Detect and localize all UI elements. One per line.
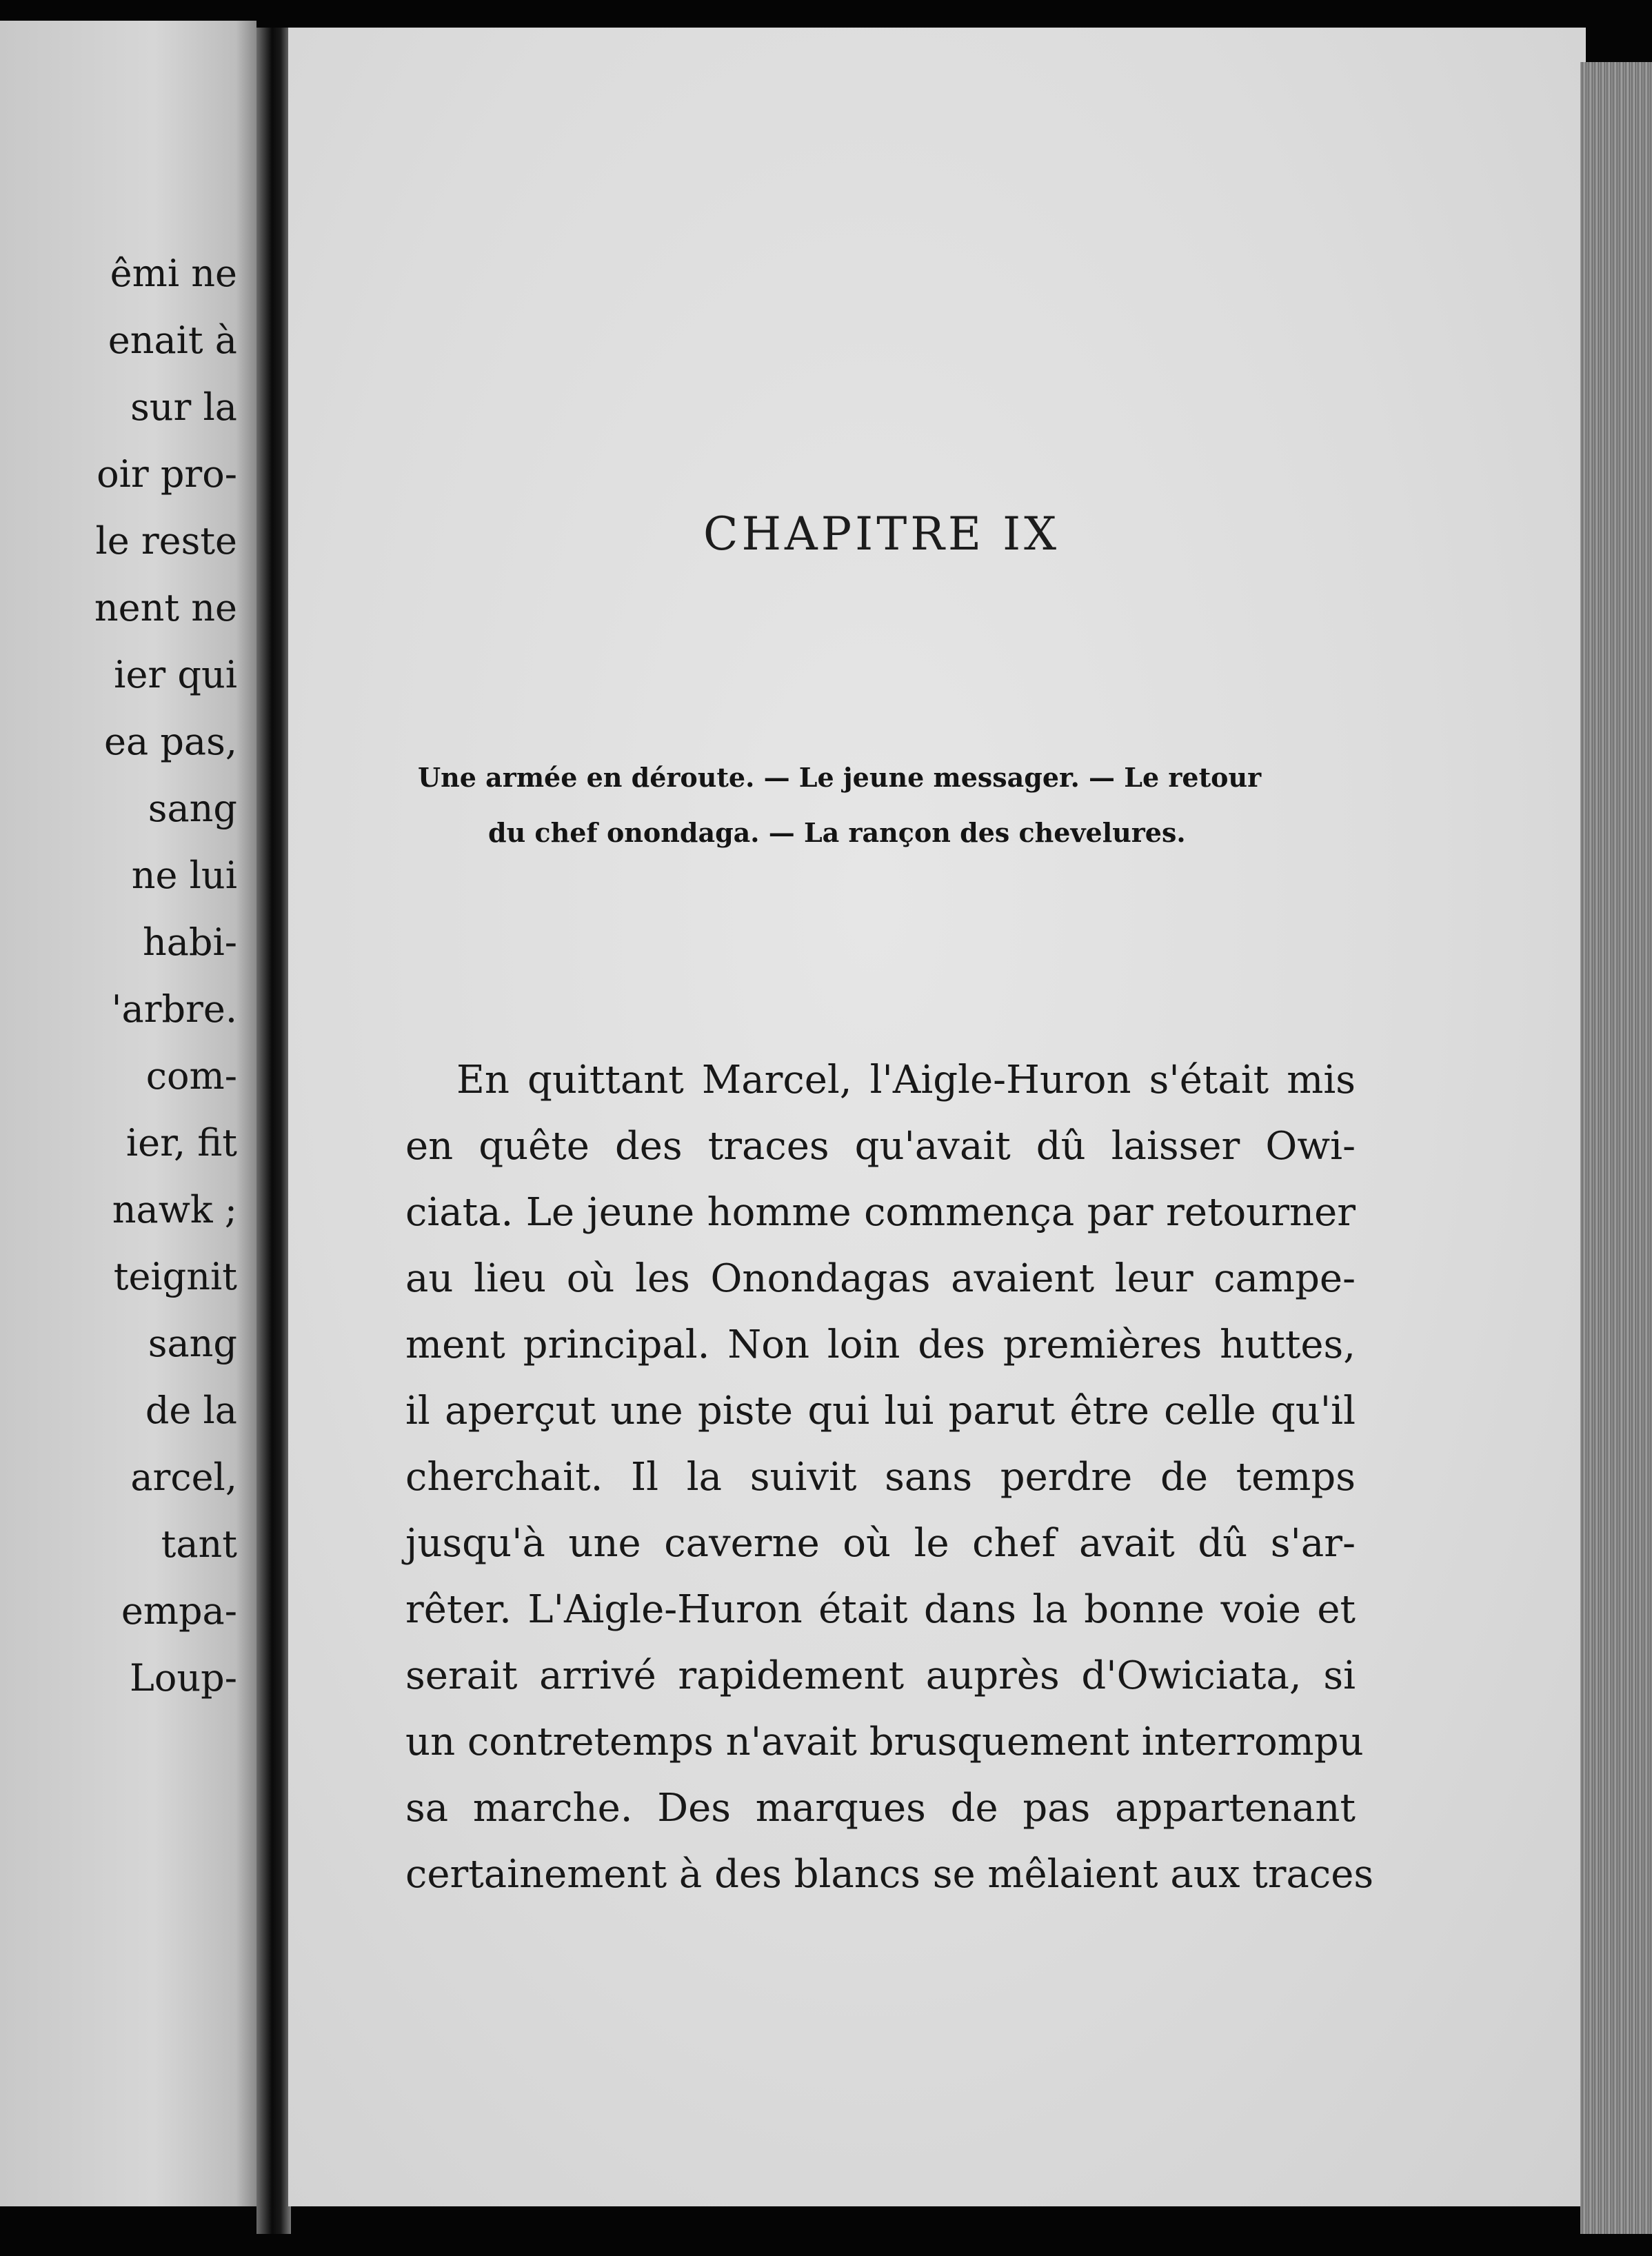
left-page-line: nent ne: [94, 586, 237, 630]
chapter-summary-line: Une armée en déroute. — Le jeune messager. — Le retour: [418, 762, 1262, 793]
body-text-line: sa marche. Des marques de pas appartenant: [405, 1786, 1356, 1831]
chapter-summary-line: du chef onondaga. — La rançon des chevelures.: [488, 817, 1186, 848]
left-page-line: nawk ;: [112, 1188, 237, 1231]
left-page-line: Loup-: [130, 1656, 237, 1700]
left-page-line: habi-: [142, 920, 237, 964]
left-page-line: com-: [145, 1054, 237, 1098]
body-text-line: ciata. Le jeune homme commença par retourner: [405, 1190, 1356, 1235]
left-page-line: sang: [148, 787, 237, 830]
left-page-line: ne lui: [131, 854, 237, 897]
left-page-line: ea pas,: [104, 720, 237, 763]
page-edge: [1580, 62, 1652, 2234]
left-page-line: oir pro-: [97, 452, 237, 496]
left-page-line: le reste: [95, 519, 237, 563]
left-page-line: sur la: [130, 385, 237, 429]
body-text-line: cherchait. Il la suivit sans perdre de temps: [405, 1455, 1356, 1500]
body-text-line: certainement à des blancs se mêlaient aux traces: [405, 1852, 1374, 1897]
body-text-line: ment principal. Non loin des premières huttes,: [405, 1322, 1356, 1367]
left-page-line: êmi ne: [110, 252, 237, 295]
left-page: [0, 21, 256, 2206]
left-page-line: sang: [148, 1322, 237, 1365]
body-text-line: jusqu'à une caverne où le chef avait dû s'ar-: [405, 1521, 1356, 1566]
left-page-line: arcel,: [130, 1456, 237, 1499]
left-page-line: ier, fit: [125, 1121, 237, 1165]
body-text-line: un contretemps n'avait brusquement interrompu: [405, 1720, 1364, 1764]
body-text-line: rêter. L'Aigle-Huron était dans la bonne voie et: [405, 1587, 1356, 1632]
left-page-line: empa-: [121, 1589, 237, 1633]
body-text-line: en quête des traces qu'avait dû laisser Owi-: [405, 1124, 1356, 1169]
left-page-line: teignit: [113, 1255, 237, 1298]
body-text-line: En quittant Marcel, l'Aigle-Huron s'était mis: [456, 1058, 1356, 1102]
left-page-line: 'arbre.: [111, 987, 237, 1031]
chapter-title: CHAPITRE IX: [703, 507, 1060, 561]
left-page-line: ier qui: [114, 653, 237, 696]
left-page-line: de la: [145, 1389, 237, 1432]
body-text-line: serait arrivé rapidement auprès d'Owiciata, si: [405, 1653, 1356, 1698]
left-page-line: enait à: [108, 319, 237, 362]
body-text-line: au lieu où les Onondagas avaient leur campe-: [405, 1256, 1356, 1301]
left-page-line: tant: [161, 1522, 237, 1566]
body-text-line: il aperçut une piste qui lui parut être celle qu'il: [405, 1389, 1356, 1433]
book-gutter: [256, 28, 291, 2234]
